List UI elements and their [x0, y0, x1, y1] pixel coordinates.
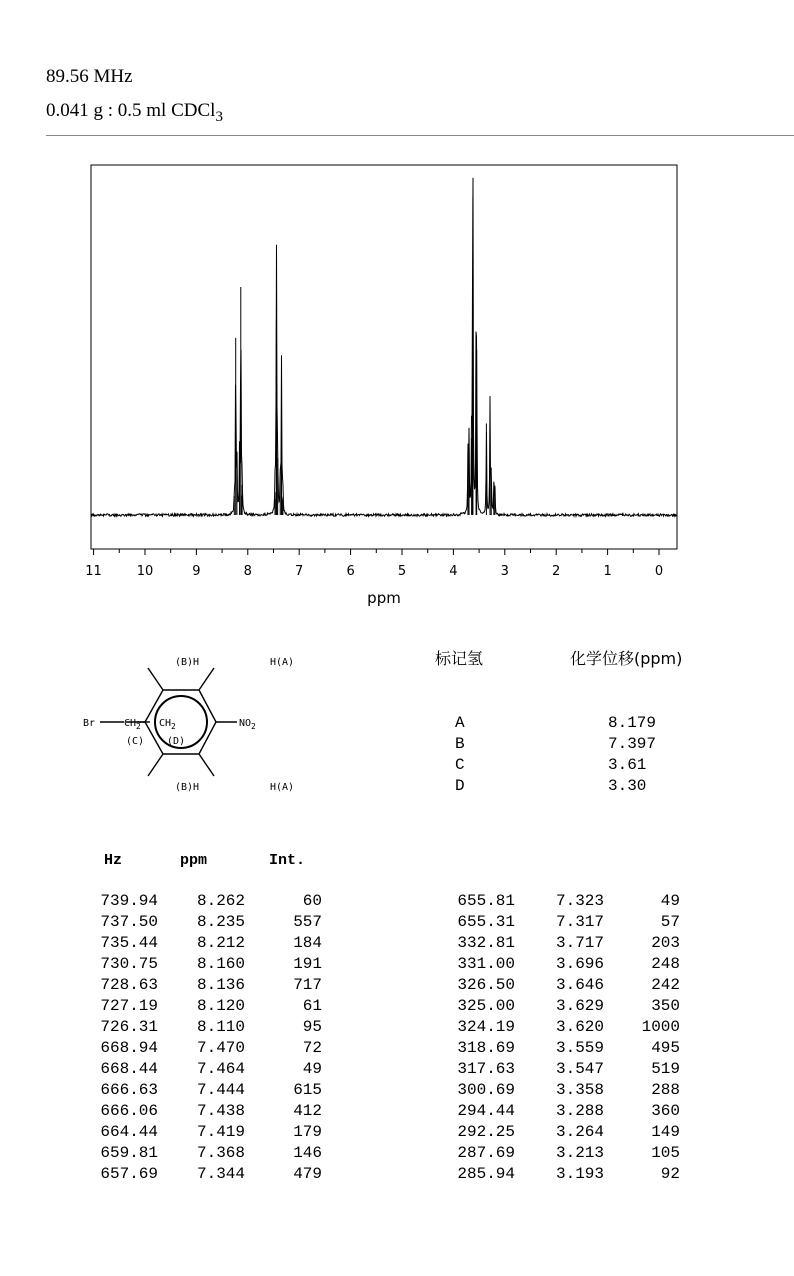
peak-header-hz: Hz [104, 852, 123, 869]
peak-hz: 325.00 [457, 997, 515, 1015]
peak-hz: 285.94 [457, 1165, 515, 1183]
x-tick-label: 4 [449, 564, 458, 579]
peak-int: 60 [302, 892, 322, 910]
peak-ppm: 3.559 [555, 1039, 604, 1057]
x-axis-label: ppm [367, 589, 401, 607]
peak-int: 49 [660, 892, 680, 910]
x-tick-label: 2 [552, 564, 561, 579]
peak-hz: 735.44 [100, 934, 158, 952]
peak-hz: 726.31 [100, 1018, 158, 1036]
peak-ppm: 7.438 [196, 1102, 245, 1120]
x-axis-ticks [94, 549, 659, 555]
assignment-shift: 8.179 [608, 714, 657, 732]
peak-int: 191 [293, 955, 322, 973]
peak-hz: 300.69 [457, 1081, 515, 1099]
assignment-shift: 3.30 [608, 777, 647, 795]
peak-hz: 331.00 [457, 955, 515, 973]
peak-int: 1000 [641, 1018, 680, 1036]
peak-ppm: 7.317 [555, 913, 604, 931]
peak-int: 412 [293, 1102, 322, 1120]
peak-hz: 728.63 [100, 976, 158, 994]
x-tick-label: 11 [85, 564, 102, 579]
spectrum-trace [91, 178, 677, 516]
assignment-label: D [455, 777, 465, 795]
peak-int: 350 [651, 997, 680, 1015]
peak-ppm: 3.696 [555, 955, 604, 973]
peak-ppm: 8.235 [196, 913, 245, 931]
peak-hz: 655.81 [457, 892, 515, 910]
peak-ppm: 3.288 [555, 1102, 604, 1120]
peak-ppm: 7.419 [196, 1123, 245, 1141]
peak-int: 495 [651, 1039, 680, 1057]
peak-int: 242 [651, 976, 680, 994]
x-tick-label: 8 [243, 564, 252, 579]
peak-ppm: 3.213 [555, 1144, 604, 1162]
assignment-header-shift: 化学位移(ppm) [570, 649, 683, 668]
peak-ppm: 7.444 [196, 1081, 245, 1099]
peak-int: 184 [293, 934, 322, 952]
x-tick-label: 9 [192, 564, 201, 579]
nmr-spectrum-chart [80, 155, 690, 615]
ch2-c-label: $CH_2$ [124, 718, 141, 731]
peak-hz: 294.44 [457, 1102, 515, 1120]
peak-header-int: Int. [269, 852, 306, 869]
peak-hz: 332.81 [457, 934, 515, 952]
peak-hz: 666.63 [100, 1081, 158, 1099]
bond-ha-bottom [199, 754, 214, 776]
plot-frame [91, 165, 677, 549]
peak-int: 248 [651, 955, 680, 973]
peak-hz: 659.81 [100, 1144, 158, 1162]
assignment-label: C [455, 756, 465, 774]
peak-hz: 287.69 [457, 1144, 515, 1162]
peak-int: 72 [302, 1039, 322, 1057]
assignment-label: A [455, 714, 465, 732]
peak-int: 519 [651, 1060, 680, 1078]
peak-int: 95 [302, 1018, 322, 1036]
ch2-d-label: $CH_2$ [159, 718, 176, 731]
bond-hb-top [148, 668, 163, 690]
peak-int: 179 [293, 1123, 322, 1141]
sample-conditions [46, 100, 223, 126]
sample-text: 0.041 g : 0.5 ml CDCl [46, 100, 216, 121]
peak-ppm: 3.629 [555, 997, 604, 1015]
peak-hz: 657.69 [100, 1165, 158, 1183]
peak-ppm: 3.193 [555, 1165, 604, 1183]
peak-hz: 326.50 [457, 976, 515, 994]
x-tick-label: 5 [397, 564, 407, 579]
peak-int: 92 [660, 1165, 680, 1183]
peak-ppm: 3.620 [555, 1018, 604, 1036]
peak-hz: 730.75 [100, 955, 158, 973]
label-d: (D) [167, 736, 186, 747]
peak-int: 146 [293, 1144, 322, 1162]
peak-ppm: 7.464 [196, 1060, 245, 1078]
x-tick-label: 7 [295, 564, 304, 579]
peak-hz: 668.94 [100, 1039, 158, 1057]
peak-int: 288 [651, 1081, 680, 1099]
x-tick-label: 0 [654, 564, 664, 579]
peak-int: 717 [293, 976, 322, 994]
assignment-label: B [455, 735, 465, 753]
peak-ppm: 7.368 [196, 1144, 245, 1162]
peak-ppm: 8.160 [196, 955, 245, 973]
h-b-top-label: (B)H [175, 657, 200, 668]
peak-int: 105 [651, 1144, 680, 1162]
peak-hz: 655.31 [457, 913, 515, 931]
peak-int: 615 [293, 1081, 322, 1099]
peak-ppm: 7.344 [196, 1165, 245, 1183]
peak-int: 149 [651, 1123, 680, 1141]
assignment-shift: 3.61 [608, 756, 647, 774]
peak-ppm: 3.264 [555, 1123, 604, 1141]
molecular-structure [80, 645, 350, 805]
peak-ppm: 3.358 [555, 1081, 604, 1099]
x-axis-tick-labels [85, 564, 663, 579]
header-divider [46, 135, 794, 136]
peak-hz: 668.44 [100, 1060, 158, 1078]
peak-header-ppm: ppm [180, 852, 208, 869]
peak-ppm: 7.323 [555, 892, 604, 910]
peak-hz: 292.25 [457, 1123, 515, 1141]
peak-int: 557 [293, 913, 322, 931]
h-b-bottom-label: (B)H [175, 782, 200, 793]
peak-hz: 317.63 [457, 1060, 515, 1078]
peak-hz: 737.50 [100, 913, 158, 931]
peak-hz: 318.69 [457, 1039, 515, 1057]
peak-ppm: 8.120 [196, 997, 245, 1015]
x-tick-label: 3 [500, 564, 509, 579]
peak-ppm: 8.110 [196, 1018, 245, 1036]
bromine-label: Br [83, 718, 96, 729]
peak-hz: 739.94 [100, 892, 158, 910]
peak-int: 49 [302, 1060, 322, 1078]
bond-ha-top [199, 668, 214, 690]
assignment-header-label: 标记氢 [435, 649, 484, 668]
no2-label: $NO_2$ [239, 718, 256, 731]
peak-hz: 664.44 [100, 1123, 158, 1141]
peak-int: 479 [293, 1165, 322, 1183]
h-a-bottom-label: H(A) [270, 782, 295, 793]
peak-int: 61 [302, 997, 322, 1015]
assignment-shift: 7.397 [608, 735, 657, 753]
x-tick-label: 10 [136, 564, 154, 579]
sample-subscript: 3 [215, 108, 223, 125]
bond-hb-bottom [148, 754, 163, 776]
peak-ppm: 7.470 [196, 1039, 245, 1057]
peak-hz: 727.19 [100, 997, 158, 1015]
peak-int: 360 [651, 1102, 680, 1120]
label-c: (C) [126, 736, 145, 747]
x-tick-label: 1 [603, 564, 612, 579]
x-tick-label: 6 [346, 564, 355, 579]
peak-ppm: 3.717 [555, 934, 604, 952]
peak-hz: 666.06 [100, 1102, 158, 1120]
peak-hz: 324.19 [457, 1018, 515, 1036]
peak-ppm: 3.547 [555, 1060, 604, 1078]
peak-int: 57 [660, 913, 680, 931]
peak-ppm: 8.262 [196, 892, 245, 910]
peak-ppm: 3.646 [555, 976, 604, 994]
spectrometer-frequency: 89.56 MHz [46, 66, 133, 87]
peak-ppm: 8.212 [196, 934, 245, 952]
peak-int: 203 [651, 934, 680, 952]
peak-ppm: 8.136 [196, 976, 245, 994]
h-a-top-label: H(A) [270, 657, 295, 668]
